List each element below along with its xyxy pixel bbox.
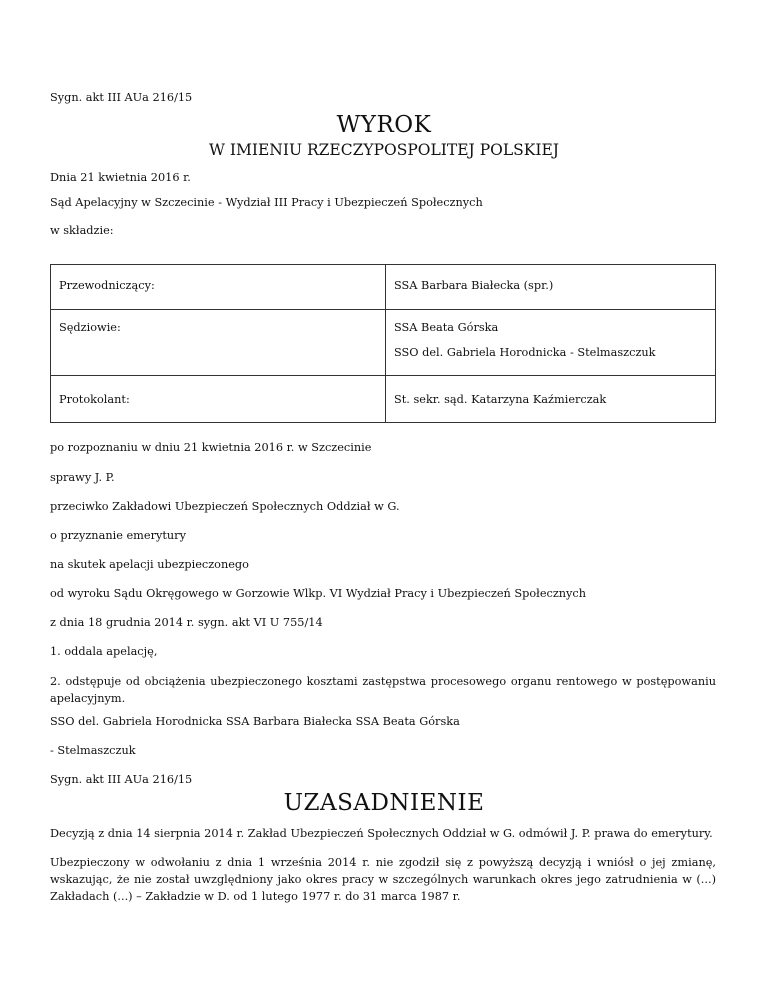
ruling-point-1: 1. oddala apelację, <box>50 645 158 658</box>
bench-row <box>51 376 716 423</box>
document-title: WYROK <box>336 112 432 138</box>
justification-paragraph: Ubezpieczony w odwołaniu z dnia 1 września 2014 r. nie zgodził się z powyższą decyzją i wniósł o jej zmianę, wskazując, że nie został uwzględniony jako okres pracy w szczególnych warunkach okres jego zatrudnienia w (...) Zakładach (...) – Zakładzie w D. od 1 lutego 1977 r. do 31 marca 1987 r. <box>50 856 716 903</box>
composition-label: w składzie: <box>50 224 114 237</box>
judges-signatures: SSO del. Gabriela Horodnicka SSA Barbara Białecka SSA Beata Górska <box>50 715 460 728</box>
document-subtitle: W IMIENIU RZECZYPOSPOLITEJ POLSKIEJ <box>209 141 559 159</box>
bench-names: St. sekr. sąd. Katarzyna Kaźmierczak <box>386 376 716 423</box>
bench-role: Przewodniczący: <box>51 265 386 310</box>
lower-court-date: z dnia 18 grudnia 2014 r. sygn. akt VI U 755/14 <box>50 616 323 629</box>
bench-names: SSA Barbara Białecka (spr.) <box>386 265 716 310</box>
justification-title: UZASADNIENIE <box>283 790 485 816</box>
opposing-party: przeciwko Zakładowi Ubezpieczeń Społecznych Oddział w G. <box>50 500 400 513</box>
lower-court-judgment: od wyroku Sądu Okręgowego w Gorzowie Wlkp. VI Wydział Pracy i Ubezpieczeń Społecznych <box>50 587 587 600</box>
bench-names: SSA Beata Górska SSO del. Gabriela Horodnicka - Stelmaszczuk <box>386 310 716 376</box>
case-subject: o przyznanie emerytury <box>50 529 186 542</box>
justification-paragraph: Decyzją z dnia 14 sierpnia 2014 r. Zakład Ubezpieczeń Społecznych Oddział w G. odmówił J. P. prawa do emerytury. <box>50 827 713 840</box>
bench-row <box>51 310 716 376</box>
ruling-point-2: 2. odstępuje od obciążenia ubezpieczonego kosztami zastępstwa procesowego organu rentowego w postępowaniu apelacyjnym. <box>50 675 716 705</box>
proceedings-line: po rozpoznaniu w dniu 21 kwietnia 2016 r. w Szczecinie <box>50 441 372 454</box>
judgment-date: Dnia 21 kwietnia 2016 r. <box>50 171 191 184</box>
appeal-basis: na skutek apelacji ubezpieczonego <box>50 558 249 571</box>
case-signature: Sygn. akt III AUa 216/15 <box>50 91 193 104</box>
case-party: sprawy J. P. <box>50 471 115 484</box>
bench-table <box>50 264 716 423</box>
bench-role: Protokolant: <box>51 376 386 423</box>
justification-signature: Sygn. akt III AUa 216/15 <box>50 773 193 786</box>
bench-row <box>51 265 716 310</box>
signatures-continuation: - Stelmaszczuk <box>50 744 136 757</box>
court-name: Sąd Apelacyjny w Szczecinie - Wydział III Pracy i Ubezpieczeń Społecznych <box>50 196 483 209</box>
bench-role: Sędziowie: <box>51 310 386 376</box>
